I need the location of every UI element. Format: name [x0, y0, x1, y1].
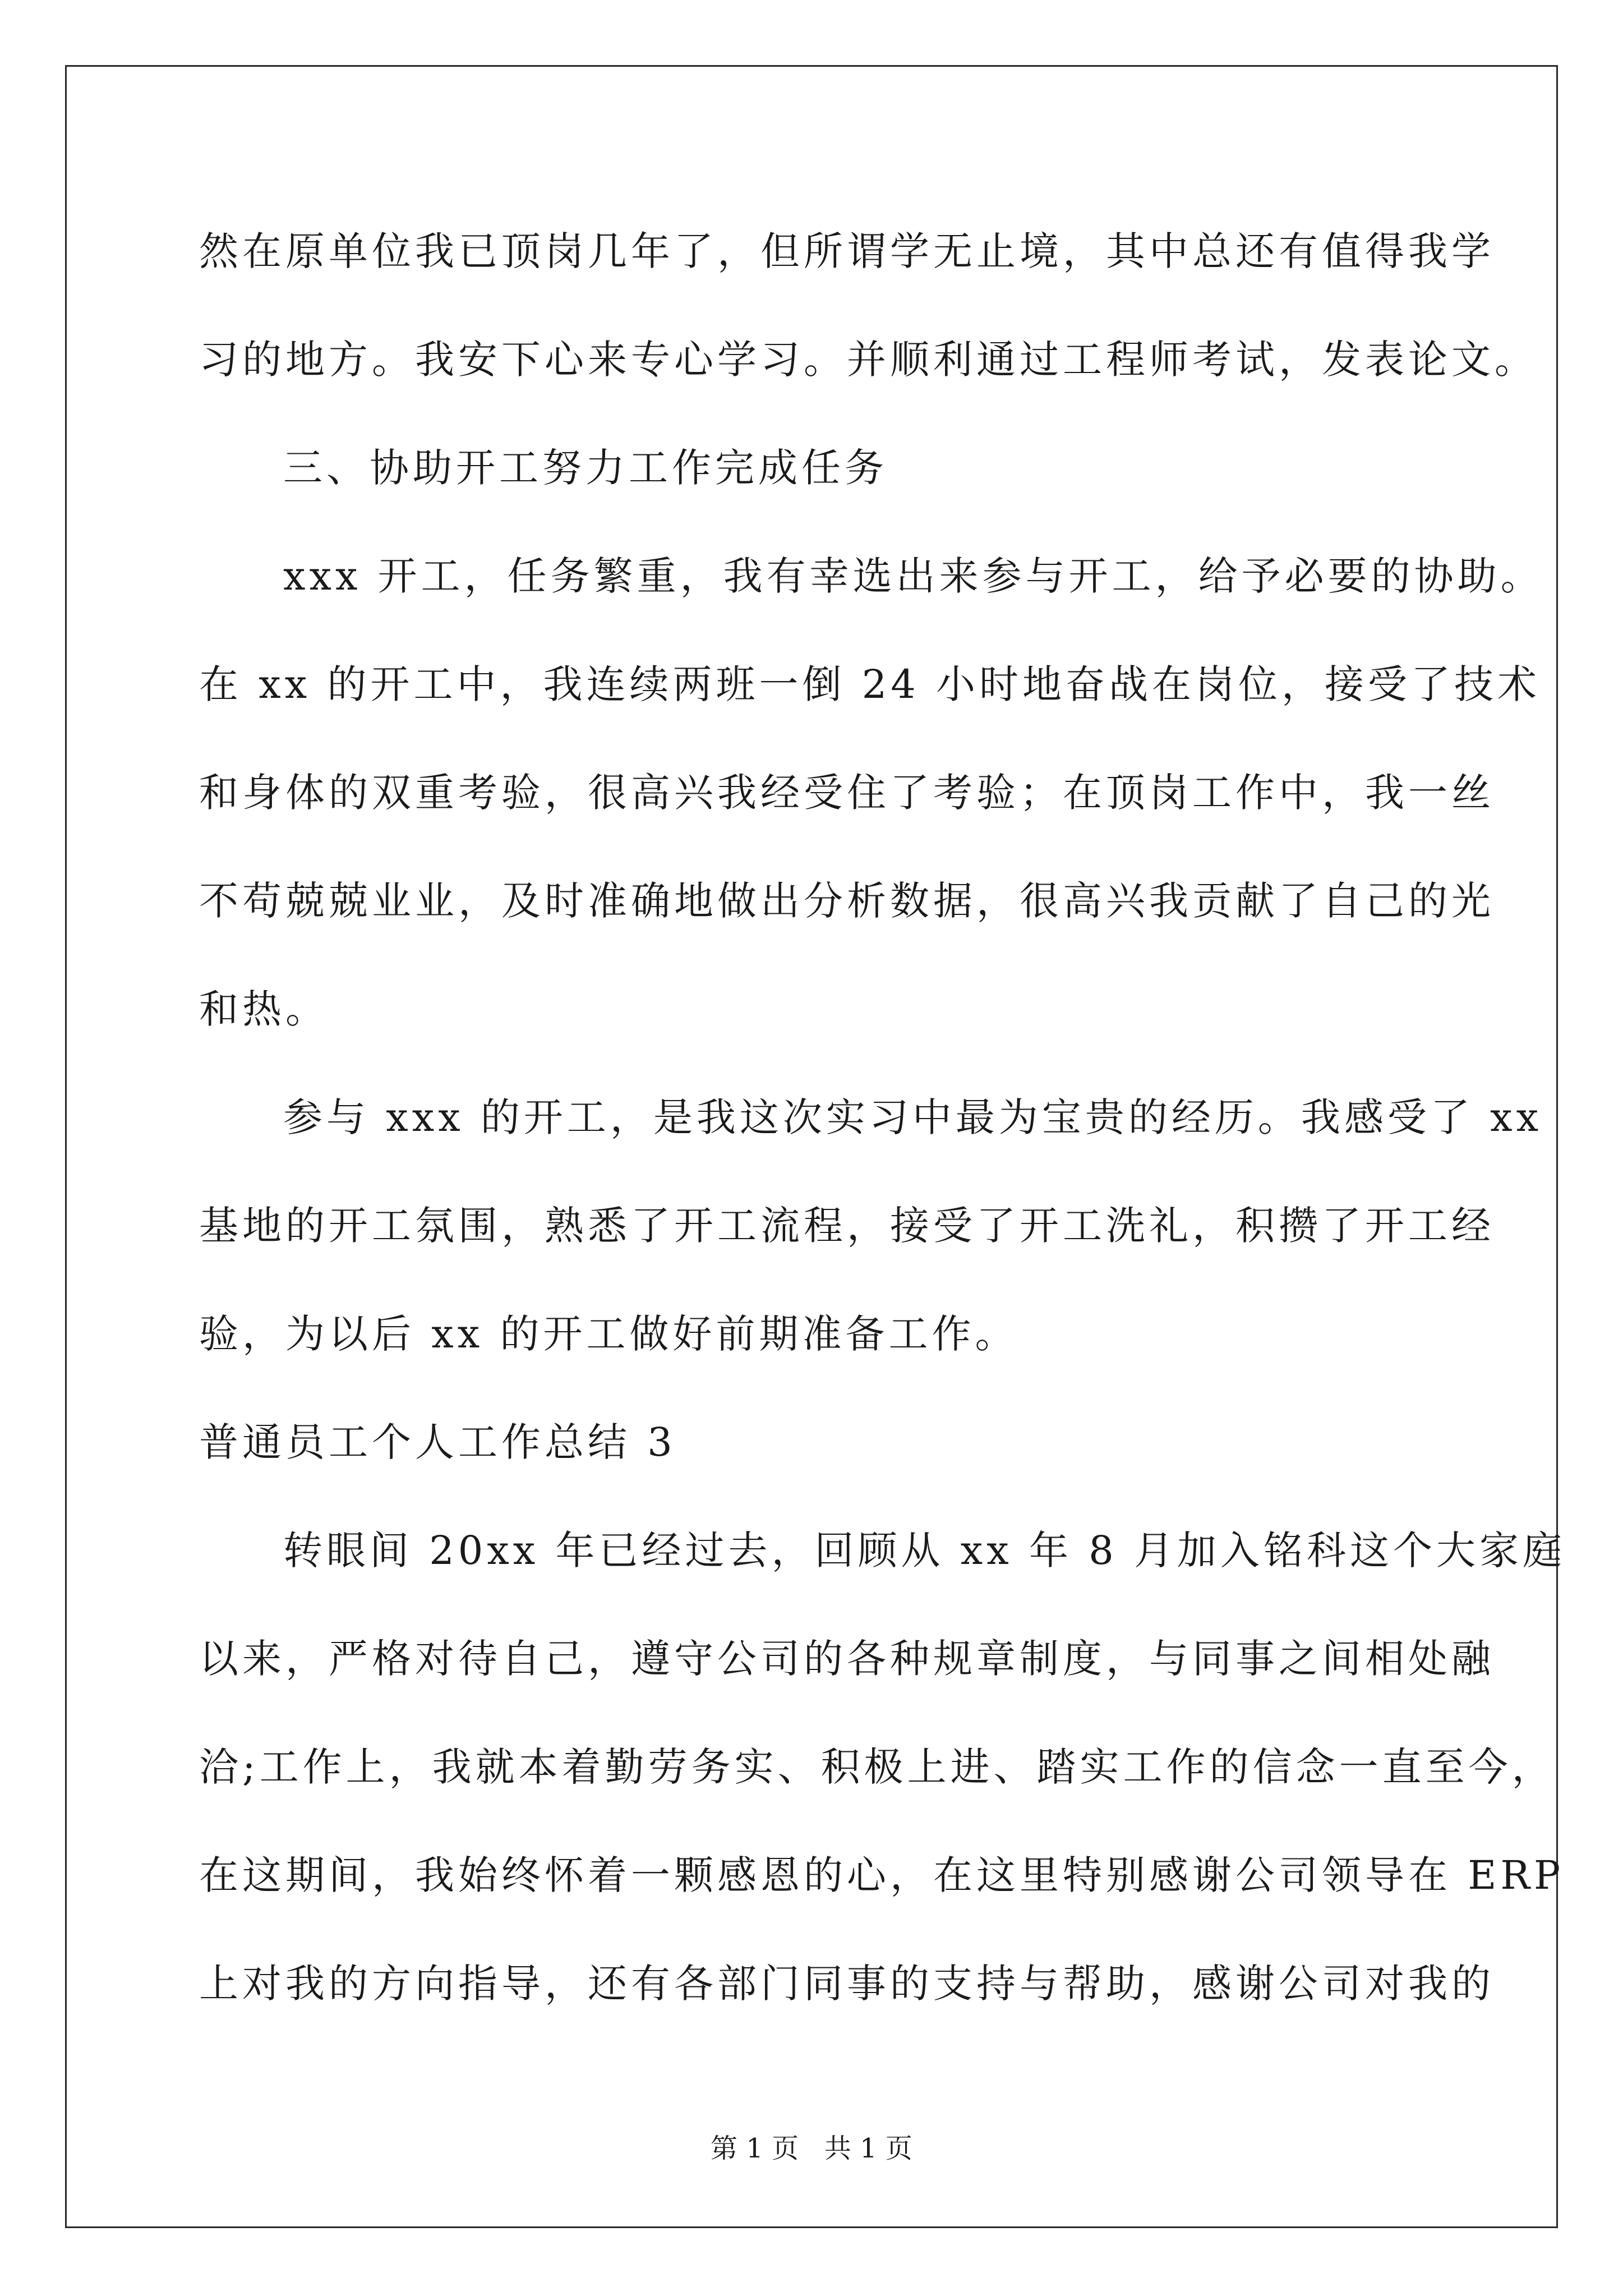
paragraph-start: 转眼间 20xx 年已经过去，回顾从 xx 年 8 月加入铭科这个大家庭	[283, 1527, 1566, 1573]
text-line: 习的地方。我安下心来专心学习。并顺利通过工程师考试，发表论文。	[199, 337, 1538, 383]
text-line: 上对我的方向指导，还有各部门同事的支持与帮助，感谢公司对我的	[199, 1961, 1495, 2007]
document-heading: 普通员工个人工作总结 3	[199, 1419, 676, 1465]
document-body	[199, 197, 1566, 2038]
text-line: 在这期间，我始终怀着一颗感恩的心，在这里特别感谢公司领导在 ERP	[199, 1852, 1565, 1898]
text-line: 验，为以后 xx 的开工做好前期准备工作。	[199, 1311, 1018, 1357]
text-line: 和身体的双重考验，很高兴我经受住了考验；在顶岗工作中，我一丝	[199, 770, 1495, 816]
text-line: 然在原单位我已顶岗几年了，但所谓学无止境，其中总还有值得我学	[199, 228, 1495, 274]
text-line: 不苟兢兢业业，及时准确地做出分析数据，很高兴我贡献了自己的光	[199, 878, 1495, 924]
page-footer: 第 1 页 共 1 页	[711, 2133, 912, 2164]
text-line: 在 xx 的开工中，我连续两班一倒 24 小时地奋战在岗位，接受了技术	[199, 661, 1541, 707]
text-line: 基地的开工氛围，熟悉了开工流程，接受了开工洗礼，积攒了开工经	[199, 1203, 1495, 1249]
paragraph-start: xxx 开工，任务繁重，我有幸选出来参与开工，给予必要的协助。	[283, 553, 1544, 599]
paragraph-start: 参与 xxx 的开工，是我这次实习中最为宝贵的经历。我感受了 xx	[283, 1094, 1543, 1140]
text-line: 以来，严格对待自己，遵守公司的各种规章制度，与同事之间相处融	[199, 1636, 1495, 1682]
text-line: 洽;工作上，我就本着勤劳务实、积极上进、踏实工作的信念一直至今，	[199, 1744, 1555, 1790]
section-heading: 三、协助开工努力工作完成任务	[283, 445, 888, 491]
text-line: 和热。	[199, 986, 329, 1032]
